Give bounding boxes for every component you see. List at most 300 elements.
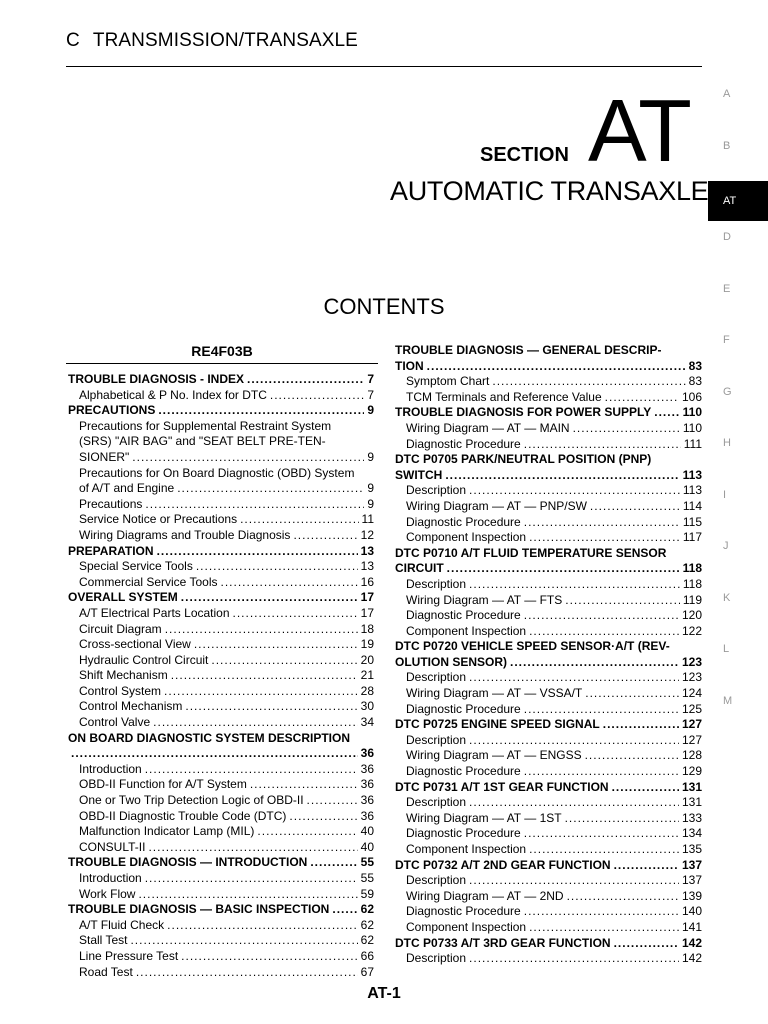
leader-dots (524, 515, 680, 531)
toc-entry-label: of A/T and Engine (79, 481, 175, 496)
leader-dots (529, 920, 679, 936)
toc-entry-label: Description (406, 670, 467, 685)
toc-entry[interactable] (395, 826, 702, 842)
leader-dots (469, 873, 679, 889)
leader-dots (565, 811, 679, 827)
toc-entry[interactable] (395, 655, 702, 671)
toc-entry-label: Component Inspection (406, 842, 527, 856)
leader-dots (565, 593, 680, 609)
toc-entry-label: Service Notice or Precautions (79, 512, 238, 527)
toc-entry-label: Diagnostic Procedure (406, 904, 521, 919)
leader-dots (293, 528, 357, 544)
toc-page-number: 137 (681, 873, 702, 888)
toc-page-number: 67 (360, 964, 374, 979)
toc-page-number: 113 (682, 467, 702, 482)
toc-entry[interactable] (395, 889, 702, 905)
toc-entry-label: Line Pressure Test (79, 948, 179, 963)
toc-entry-line: ON BOARD DIAGNOSTIC SYSTEM DESCRIPTION (68, 730, 351, 745)
toc-page-number: 120 (681, 608, 702, 623)
toc-entry-label: Wiring Diagram — AT — 2ND (406, 888, 564, 903)
leader-dots (529, 842, 679, 858)
leader-dots (510, 655, 679, 671)
leader-dots (221, 575, 358, 591)
toc-entry[interactable] (68, 793, 374, 809)
leader-dots (130, 933, 357, 949)
leader-dots (427, 359, 686, 375)
toc-entry-label: Control System (79, 683, 162, 698)
toc-entry[interactable] (395, 717, 702, 733)
toc-page-number: 110 (682, 405, 702, 420)
side-tab-i[interactable]: I (723, 488, 727, 501)
toc-entry-label: Road Test (79, 964, 133, 979)
leader-dots (492, 374, 685, 390)
leader-dots (469, 951, 679, 967)
section-label: SECTION (480, 144, 569, 166)
toc-page-number: 9 (367, 481, 374, 496)
toc-page-number: 142 (681, 935, 702, 950)
toc-entry[interactable] (68, 653, 374, 669)
toc-page-number: 119 (682, 592, 702, 607)
toc-entry-label: Introduction (79, 761, 142, 776)
toc-page-number: 28 (360, 683, 374, 698)
toc-entry-label: TION (395, 358, 424, 373)
leader-dots (524, 904, 679, 920)
toc-entry-label: A/T Fluid Check (79, 917, 165, 932)
toc-entry[interactable] (68, 933, 374, 949)
leader-dots (145, 497, 364, 513)
toc-entry[interactable] (395, 702, 702, 718)
side-tab-h[interactable]: H (723, 437, 731, 449)
leader-dots (177, 481, 364, 497)
toc-entry[interactable] (68, 840, 374, 856)
toc-entry[interactable] (68, 949, 374, 965)
toc-entry[interactable] (395, 390, 702, 406)
leader-dots (181, 949, 357, 965)
toc-entry-label: TCM Terminals and Reference Value (406, 389, 602, 404)
toc-page-number: 137 (681, 857, 702, 872)
toc-page-number: 113 (682, 483, 702, 498)
toc-entry[interactable] (395, 920, 702, 936)
leader-dots (529, 530, 680, 546)
toc-page-number: 129 (681, 764, 702, 779)
toc-entry[interactable] (395, 951, 702, 967)
leader-dots (614, 936, 679, 952)
leader-dots (153, 715, 357, 731)
toc-entry-label: TROUBLE DIAGNOSIS FOR POWER SUPPLY (395, 405, 652, 420)
toc-page-number: 110 (682, 420, 702, 435)
toc-entry-label: Wiring Diagrams and Trouble Diagnosis (79, 527, 291, 542)
toc-entry-label: Symptom Chart (406, 374, 490, 389)
toc-entry-label: SWITCH (395, 467, 443, 482)
leader-dots (654, 405, 679, 421)
toc-page-number: 36 (360, 761, 374, 776)
toc-page-number: 17 (360, 590, 374, 605)
toc-entry-label: Alphabetical & P No. Index for DTC (79, 387, 267, 402)
toc-entry-line: DTC P0720 VEHICLE SPEED SENSOR·A/T (REV- (395, 639, 670, 654)
side-tab-j[interactable]: J (723, 540, 729, 552)
toc-entry-label: Component Inspection (406, 919, 527, 934)
leader-dots (185, 699, 357, 715)
toc-entry[interactable] (68, 481, 374, 497)
leader-dots (524, 702, 679, 718)
toc-entry[interactable] (395, 437, 702, 453)
toc-entry-label: Diagnostic Procedure (406, 701, 521, 716)
toc-page-number: 115 (682, 514, 702, 529)
section-index-tabs (708, 78, 768, 736)
header-divider (66, 66, 702, 67)
toc-left-column (68, 372, 374, 980)
toc-page-number: 40 (360, 824, 374, 839)
toc-entry[interactable] (395, 421, 702, 437)
toc-entry[interactable] (68, 777, 374, 793)
toc-entry-label: Description (406, 795, 467, 810)
toc-entry-label: Description (406, 483, 467, 498)
leader-dots (157, 544, 358, 560)
toc-page-number: 9 (367, 403, 374, 418)
toc-entry-label: Introduction (79, 871, 142, 885)
side-tab-g[interactable]: G (723, 385, 732, 398)
toc-entry-label: OVERALL SYSTEM (68, 590, 178, 605)
page-number: AT-1 (367, 985, 401, 1002)
toc-page-number: 62 (360, 933, 374, 948)
toc-page-number: 9 (367, 496, 374, 511)
toc-entry[interactable] (395, 670, 702, 686)
toc-entry[interactable] (395, 811, 702, 827)
toc-page-number: 83 (688, 358, 702, 373)
toc-entry-label: SIONER" (79, 449, 130, 464)
leader-dots (524, 437, 681, 453)
toc-entry[interactable] (68, 606, 374, 622)
toc-entry-label: OBD-II Function for A/T System (79, 777, 247, 792)
side-tab-f[interactable]: F (723, 334, 730, 346)
side-tab-l[interactable]: L (723, 643, 730, 655)
leader-dots (469, 733, 679, 749)
leader-dots (164, 684, 358, 700)
toc-page-number: 83 (688, 374, 702, 389)
toc-entry[interactable] (395, 936, 702, 952)
leader-dots (567, 889, 679, 905)
section-title: AUTOMATIC TRANSAXLE (390, 176, 709, 206)
toc-entry-label: Wiring Diagram — AT — PNP/SW (406, 498, 587, 513)
chapter-letter: C (66, 30, 80, 51)
toc-entry[interactable] (68, 855, 374, 871)
leader-dots (529, 624, 679, 640)
toc-entry-label: Precautions (79, 496, 143, 511)
leader-dots (167, 918, 357, 934)
toc-entry[interactable] (68, 918, 374, 934)
toc-entry-label: Cross-sectional View (79, 637, 191, 652)
toc-entry[interactable] (395, 405, 702, 421)
leader-dots (445, 468, 679, 484)
leader-dots (289, 809, 357, 825)
toc-page-number: 118 (682, 576, 702, 591)
toc-entry[interactable] (395, 624, 702, 640)
toc-page-number: 11 (361, 512, 374, 527)
leader-dots (240, 512, 358, 528)
toc-entry-label: DTC P0733 A/T 3RD GEAR FUNCTION (395, 935, 611, 950)
toc-entry[interactable] (395, 593, 702, 609)
section-code: AT (588, 81, 690, 180)
toc-entry[interactable] (68, 637, 374, 653)
toc-entry-line: (SRS) "AIR BAG" and "SEAT BELT PRE-TEN- (79, 434, 326, 449)
toc-entry-label: CONSULT-II (79, 839, 146, 854)
toc-entry[interactable] (395, 499, 702, 515)
toc-entry[interactable] (68, 902, 374, 918)
toc-page-number: 16 (360, 574, 374, 589)
toc-entry[interactable] (395, 530, 702, 546)
leader-dots (310, 855, 357, 871)
toc-entry[interactable] (68, 590, 374, 606)
leader-dots (165, 622, 358, 638)
toc-entry[interactable] (395, 748, 702, 764)
toc-entry-label: Malfunction Indicator Lamp (MIL) (79, 824, 255, 839)
leader-dots (181, 590, 358, 606)
toc-entry-label: Shift Mechanism (79, 668, 168, 683)
leader-dots (196, 559, 358, 575)
toc-page-number: 17 (360, 605, 374, 620)
toc-entry[interactable] (68, 544, 374, 560)
toc-page-number: 131 (681, 779, 702, 794)
toc-entry-label: TROUBLE DIAGNOSIS - INDEX (68, 372, 245, 386)
toc-entry[interactable] (395, 686, 702, 702)
toc-entry[interactable] (395, 858, 702, 874)
toc-entry-label: OBD-II Diagnostic Trouble Code (DTC) (79, 808, 287, 823)
toc-entry-label: Commercial Service Tools (79, 574, 218, 589)
leader-dots (524, 826, 679, 842)
leader-dots (270, 388, 364, 404)
toc-entry-label: Diagnostic Procedure (406, 764, 521, 779)
toc-page-number: 18 (360, 621, 374, 636)
toc-entry[interactable] (68, 372, 374, 388)
toc-entry[interactable] (395, 468, 702, 484)
leader-dots (469, 670, 679, 686)
contents-heading: CONTENTS (323, 294, 445, 319)
toc-page-number: 131 (681, 795, 702, 810)
toc-entry-label: CIRCUIT (395, 561, 444, 576)
leader-dots (136, 965, 358, 981)
toc-page-number: 36 (360, 793, 374, 808)
toc-entry[interactable] (395, 780, 702, 796)
leader-dots (138, 887, 357, 903)
toc-entry[interactable] (395, 904, 702, 920)
toc-entry[interactable] (68, 512, 374, 528)
side-tab-a[interactable]: A (723, 88, 731, 100)
toc-page-number: 106 (681, 389, 702, 404)
toc-entry[interactable] (68, 403, 374, 419)
toc-entry-label: TROUBLE DIAGNOSIS — BASIC INSPECTION (68, 902, 330, 917)
toc-entry[interactable] (68, 809, 374, 825)
leader-dots (614, 858, 679, 874)
toc-entry-label: Component Inspection (406, 530, 527, 545)
toc-page-number: 21 (360, 668, 374, 683)
toc-entry[interactable] (68, 965, 374, 981)
toc-page-number: 140 (681, 904, 702, 919)
toc-entry-label: DTC P0732 A/T 2ND GEAR FUNCTION (395, 857, 611, 872)
toc-entry-label: Description (406, 951, 467, 966)
toc-entry[interactable] (395, 515, 702, 531)
toc-entry-label: Description (406, 576, 467, 591)
toc-entry[interactable] (68, 699, 374, 715)
toc-page-number: 12 (360, 527, 374, 542)
toc-page-number: 30 (360, 699, 374, 714)
toc-page-number: 34 (360, 715, 374, 730)
leader-dots (148, 840, 357, 856)
toc-page-number: 117 (682, 530, 702, 545)
toc-entry-label: Diagnostic Procedure (406, 826, 521, 841)
leader-dots (145, 871, 358, 887)
toc-entry[interactable] (395, 359, 702, 375)
toc-page-number: 124 (681, 686, 702, 701)
toc-page-number: 40 (360, 839, 374, 854)
toc-entry-line: DTC P0710 A/T FLUID TEMPERATURE SENSOR (395, 545, 667, 560)
leader-dots (257, 824, 357, 840)
toc-page-number: 9 (367, 449, 374, 464)
toc-entry-label: Diagnostic Procedure (406, 608, 521, 623)
leader-dots (469, 483, 680, 499)
toc-page-number: 127 (681, 732, 702, 747)
toc-page-number: 7 (367, 387, 374, 402)
toc-right-column (395, 343, 702, 967)
toc-entry[interactable] (395, 733, 702, 749)
toc-entry[interactable] (68, 762, 374, 778)
toc-page-number: 111 (683, 436, 702, 451)
toc-page-number: 122 (681, 623, 702, 638)
toc-entry[interactable] (68, 715, 374, 731)
toc-entry[interactable] (395, 842, 702, 858)
toc-page-number: 135 (681, 842, 702, 856)
chapter-title: TRANSMISSION/TRANSAXLE (92, 30, 358, 51)
toc-page-number: 134 (681, 826, 702, 841)
leader-dots (250, 777, 358, 793)
toc-entry[interactable] (68, 684, 374, 700)
model-code: RE4F03B (191, 343, 253, 359)
toc-entry[interactable] (68, 388, 374, 404)
toc-page-number: 141 (681, 919, 702, 934)
toc-entry-line: DTC P0705 PARK/NEUTRAL POSITION (PNP) (395, 452, 652, 467)
side-tab-b[interactable]: B (723, 139, 731, 152)
toc-page-number: 36 (360, 808, 374, 823)
toc-entry[interactable] (68, 746, 374, 762)
leader-dots (612, 780, 679, 796)
leader-dots (469, 795, 679, 811)
toc-entry-label: Component Inspection (406, 623, 527, 638)
leader-dots (307, 793, 358, 809)
side-tab-m[interactable]: M (723, 694, 733, 707)
toc-entry[interactable] (395, 764, 702, 780)
toc-entry-label: Wiring Diagram — AT — MAIN (406, 420, 570, 435)
leader-dots (171, 668, 358, 684)
leader-dots (585, 686, 679, 702)
toc-entry-label: Description (406, 873, 467, 888)
leader-dots (603, 717, 679, 733)
toc-page-number: 59 (360, 886, 374, 901)
toc-page-number: 62 (360, 917, 374, 932)
toc-page-number: 7 (367, 372, 374, 386)
toc-entry-label: Wiring Diagram — AT — VSSA/T (406, 686, 583, 701)
leader-dots (524, 608, 679, 624)
toc-entry[interactable] (395, 795, 702, 811)
model-divider (66, 363, 378, 364)
toc-entry[interactable] (395, 608, 702, 624)
toc-entry[interactable] (68, 528, 374, 544)
toc-entry[interactable] (68, 887, 374, 903)
leader-dots (573, 421, 680, 437)
toc-page-number: 125 (681, 701, 702, 716)
toc-page-number: 66 (360, 948, 374, 963)
side-tab-d[interactable]: D (723, 231, 731, 243)
leader-dots (233, 606, 358, 622)
toc-entry-label: Diagnostic Procedure (406, 436, 521, 451)
toc-entry-label: One or Two Trip Detection Logic of OBD-II (79, 793, 304, 808)
toc-entry-label: Wiring Diagram — AT — FTS (406, 592, 563, 607)
toc-page-number: 123 (681, 654, 702, 669)
toc-page-number: 127 (681, 717, 702, 732)
leader-dots (145, 762, 358, 778)
leader-dots (158, 403, 364, 419)
toc-entry-label: Circuit Diagram (79, 621, 162, 636)
side-tab-e[interactable]: E (723, 282, 731, 295)
toc-entry-label: TROUBLE DIAGNOSIS — INTRODUCTION (68, 855, 308, 870)
toc-entry[interactable] (395, 483, 702, 499)
toc-entry[interactable] (68, 871, 374, 887)
toc-entry-label: Work Flow (79, 886, 136, 901)
chapter-header (66, 30, 358, 52)
toc-entry[interactable] (395, 374, 702, 390)
toc-entry-label: Special Service Tools (79, 559, 193, 574)
toc-entry-line: Precautions for On Board Diagnostic (OBD) System (79, 465, 355, 480)
toc-page-number: 20 (360, 652, 374, 667)
leader-dots (524, 764, 679, 780)
toc-entry[interactable] (68, 450, 374, 466)
toc-page-number: 19 (360, 637, 374, 652)
toc-page-number: 13 (360, 543, 374, 558)
toc-entry[interactable] (68, 497, 374, 513)
toc-entry[interactable] (68, 559, 374, 575)
leader-dots (211, 653, 357, 669)
leader-dots (590, 499, 680, 515)
toc-entry[interactable] (395, 873, 702, 889)
toc-entry-label: Wiring Diagram — AT — 1ST (406, 810, 562, 825)
toc-page-number: 114 (682, 498, 702, 513)
toc-page-number: 133 (681, 810, 702, 825)
toc-entry[interactable] (68, 622, 374, 638)
toc-page-number: 36 (360, 777, 374, 792)
toc-entry[interactable] (68, 575, 374, 591)
toc-entry[interactable] (395, 561, 702, 577)
toc-page-number: 128 (681, 748, 702, 763)
leader-dots (447, 561, 680, 577)
toc-page-number: 123 (681, 670, 702, 685)
toc-entry-label: A/T Electrical Parts Location (79, 605, 230, 620)
toc-page-number: 118 (682, 561, 702, 576)
toc-entry[interactable] (68, 668, 374, 684)
side-tab-at[interactable]: AT (708, 181, 768, 221)
toc-entry-label: Hydraulic Control Circuit (79, 652, 209, 667)
toc-entry[interactable] (395, 577, 702, 593)
toc-entry-label: Wiring Diagram — AT — ENGSS (406, 748, 582, 763)
toc-entry-label: PRECAUTIONS (68, 403, 156, 418)
toc-entry-line: TROUBLE DIAGNOSIS — GENERAL DESCRIP- (395, 343, 662, 357)
toc-entry-label: DTC P0725 ENGINE SPEED SIGNAL (395, 717, 600, 732)
toc-entry-label: Description (406, 732, 467, 747)
toc-entry-label: OLUTION SENSOR) (395, 654, 508, 669)
toc-entry[interactable] (68, 824, 374, 840)
side-tab-k[interactable]: K (723, 591, 731, 604)
toc-entry-label: DTC P0731 A/T 1ST GEAR FUNCTION (395, 779, 609, 794)
toc-entry-label: Control Mechanism (79, 699, 183, 714)
leader-dots (132, 450, 364, 466)
toc-page-number: 55 (360, 871, 374, 885)
